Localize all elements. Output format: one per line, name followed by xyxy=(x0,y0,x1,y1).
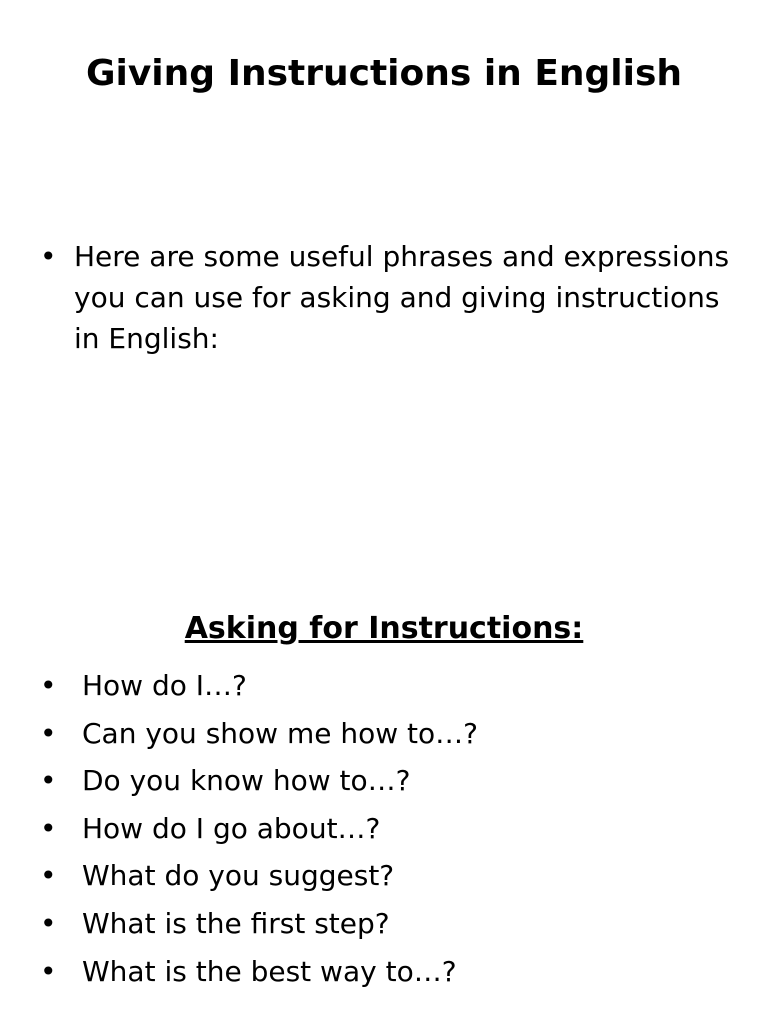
bullet-icon: • xyxy=(40,906,57,940)
list-item xyxy=(40,900,730,948)
list-item xyxy=(40,662,730,710)
intro-bullet-list xyxy=(40,236,730,359)
list-item-text: What is the best way to…? xyxy=(82,954,457,988)
intro-bullet-item xyxy=(40,236,730,359)
list-item-text: What do you suggest? xyxy=(82,859,395,893)
asking-phrase-list xyxy=(40,662,730,995)
bullet-icon: • xyxy=(40,954,57,988)
list-item-text: Can you show me how to…? xyxy=(82,716,479,750)
bullet-icon: • xyxy=(40,716,57,750)
bullet-icon: • xyxy=(40,811,57,845)
asking-section-heading: Asking for Instructions: xyxy=(184,611,584,646)
intro-bullet-text: Here are some useful phrases and expressions you can use for asking and giving instructions in English: xyxy=(74,240,730,355)
list-item-text: How do I…? xyxy=(82,669,247,702)
list-item xyxy=(40,710,730,758)
list-item xyxy=(40,852,730,900)
list-item xyxy=(40,757,730,805)
list-item xyxy=(40,805,730,853)
list-item xyxy=(40,948,730,996)
bullet-icon: • xyxy=(40,859,57,893)
list-item-text: How do I go about…? xyxy=(82,811,381,845)
list-item-text: Do you know how to…? xyxy=(82,764,411,798)
bullet-icon: • xyxy=(40,669,57,702)
bullet-icon: • xyxy=(40,240,57,273)
slide-title: Giving Instructions in English xyxy=(85,53,683,94)
bullet-icon: • xyxy=(40,764,57,798)
list-item-text: What is the first step? xyxy=(82,906,390,940)
